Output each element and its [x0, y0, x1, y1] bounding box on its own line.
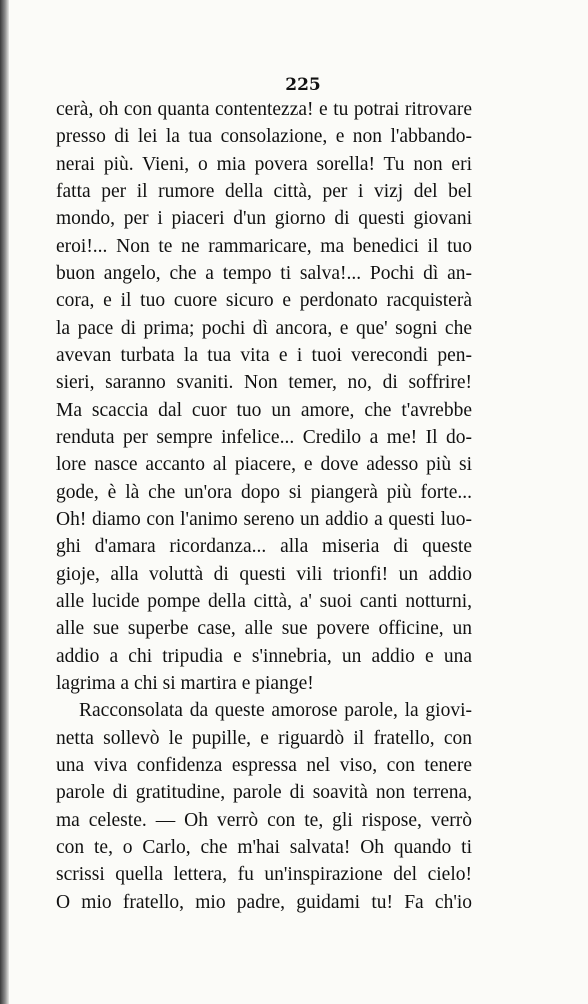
text-line: lagrima a chi si martira e piange! — [56, 672, 314, 694]
text-line: gioje, alla voluttà di questi vili trionfi! un addio — [56, 563, 472, 585]
text-line: fatta per il rumore della città, per i vizj del bel — [56, 180, 472, 202]
body-text — [56, 96, 472, 916]
text-line: netta sollevò le pupille, e riguardò il fratello, con — [56, 727, 472, 749]
text-line: la pace di prima; pochi dì ancora, e que' sogni che — [56, 317, 472, 339]
text-line: gode, è là che un'ora dopo si piangerà più forte... — [56, 481, 472, 503]
text-line: alle lucide pompe della città, a' suoi canti notturni, — [56, 590, 472, 612]
page-number: 225 — [285, 75, 321, 95]
text-line: sieri, saranno svaniti. Non temer, no, di soffrire! — [56, 372, 472, 394]
text-line: addio a chi tripudia e s'innebria, un addio e una — [56, 645, 472, 667]
text-line: lore nasce accanto al piacere, e dove adesso più si — [56, 454, 472, 476]
text-line: Ma scaccia dal cuor tuo un amore, che t'avrebbe — [56, 399, 472, 421]
paragraph-2 — [56, 697, 472, 916]
text-line: parole di gratitudine, parole di soavità non terrena, — [56, 782, 472, 804]
text-line: buon angelo, che a tempo ti salva!... Pochi dì an- — [56, 262, 472, 284]
book-spine-shadow — [0, 0, 9, 1004]
text-line: Oh! diamo con l'animo sereno un addio a questi luo- — [56, 508, 472, 530]
text-line: ma celeste. — Oh verrò con te, gli rispose, verrò — [56, 809, 472, 831]
text-line: nerai più. Vieni, o mia povera sorella! Tu non eri — [56, 153, 472, 175]
text-line: avevan turbata la tua vita e i tuoi verecondi pen- — [56, 344, 472, 366]
text-line: ghi d'amara ricordanza... alla miseria di queste — [56, 536, 472, 558]
text-line: una viva confidenza espressa nel viso, con tenere — [56, 754, 472, 776]
text-line: mondo, per i piaceri d'un giorno di questi giovani — [56, 208, 472, 230]
text-line: eroi!... Non te ne rammaricare, ma benedici il tuo — [56, 235, 472, 257]
text-line: cora, e il tuo cuore sicuro e perdonato racquisterà — [56, 290, 472, 312]
text-line: scrissi quella lettera, fu un'inspirazione del cielo! — [56, 864, 472, 886]
text-line: alle sue superbe case, alle sue povere officine, un — [56, 618, 472, 640]
text-line: Racconsolata da queste amorose parole, la giovi- — [79, 700, 472, 722]
text-line: cerà, oh con quanta contentezza! e tu potrai ritrovare — [56, 99, 472, 120]
text-line: O mio fratello, mio padre, guidami tu! Fa ch'io — [56, 891, 472, 913]
text-line: presso di lei la tua consolazione, e non l'abbando- — [56, 126, 472, 148]
text-line: renduta per sempre infelice... Credilo a me! Il do- — [56, 426, 472, 448]
paragraph-1 — [56, 96, 472, 697]
text-line: con te, o Carlo, che m'hai salvata! Oh quando ti — [56, 836, 472, 858]
